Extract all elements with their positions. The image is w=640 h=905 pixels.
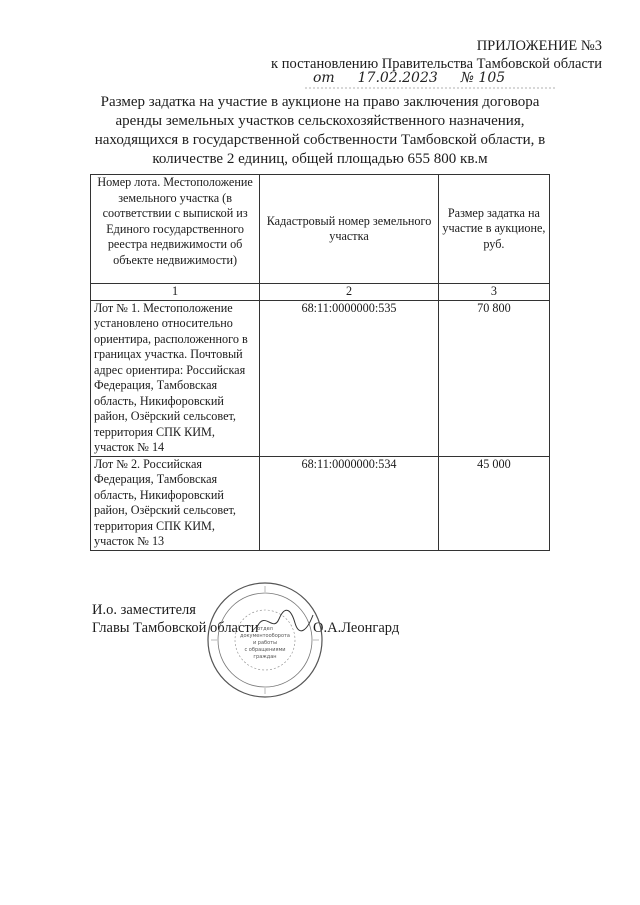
handwritten-signature	[255, 605, 315, 635]
date-prefix: от	[313, 70, 335, 86]
date-underline	[305, 86, 555, 90]
table-row	[91, 456, 550, 550]
column-header-cadastral: Кадастровый номер земельного участка	[260, 175, 439, 284]
svg-text:с обращениями: с обращениями	[244, 647, 286, 653]
official-stamp	[205, 580, 325, 700]
decree-date: 17.02.2023	[357, 70, 438, 86]
table-header-row	[91, 175, 550, 284]
decree-number: 105	[478, 70, 506, 86]
lot-location: Лот № 1. Местоположение установлено относительно ориентира, расположенного в границах участка. Почтовый адрес ориентира: Российская Федерация, Тамбовская область, Никифоровский район, Озёрский сельсовет, территория СПК КИМ, участок № 14	[91, 300, 260, 456]
svg-text:документооборота: документооборота	[240, 633, 290, 639]
column-header-deposit: Размер задатка на участие в аукционе, руб.	[438, 175, 549, 284]
table-row	[91, 300, 550, 456]
signatory-position-line1: И.о. заместителя	[92, 602, 196, 618]
column-number-row	[91, 284, 550, 301]
svg-text:отдел: отдел	[257, 626, 273, 632]
signatory-name: О.А.Леонгард	[313, 620, 400, 636]
svg-text:граждан: граждан	[253, 654, 277, 660]
deposit-table	[90, 174, 550, 551]
column-header-location: Номер лота. Местоположение земельного участка (в соответствии с выпиской из Единого государственного реестра недвижимости об объекте недвижимости)	[91, 175, 260, 284]
cadastral-number: 68:11:0000000:534	[260, 456, 439, 550]
deposit-amount: 70 800	[438, 300, 549, 456]
cadastral-number: 68:11:0000000:535	[260, 300, 439, 456]
number-prefix: №	[460, 70, 474, 86]
lot-location: Лот № 2. Российская Федерация, Тамбовская область, Никифоровский район, Озёрский сельсовет, территория СПК КИМ, участок № 13	[91, 456, 260, 550]
deposit-amount: 45 000	[438, 456, 549, 550]
svg-text:и работы: и работы	[252, 640, 278, 646]
signatory-position-line2: Главы Тамбовской области	[92, 620, 259, 636]
appendix-label: ПРИЛОЖЕНИЕ №3	[476, 38, 602, 54]
column-number: 1	[91, 284, 260, 301]
column-number: 3	[438, 284, 549, 301]
column-number: 2	[260, 284, 439, 301]
document-title: Размер задатка на участие в аукционе на право заключения договора аренды земельных участков сельскохозяйственного назначения, находящихся в государственной собственности Тамбовской области, в количестве 2 единиц, общей площадью 655 800 кв.м	[94, 94, 546, 167]
decree-date-line	[313, 70, 505, 86]
decree-reference: к постановлению Правительства Тамбовской области	[271, 56, 602, 72]
